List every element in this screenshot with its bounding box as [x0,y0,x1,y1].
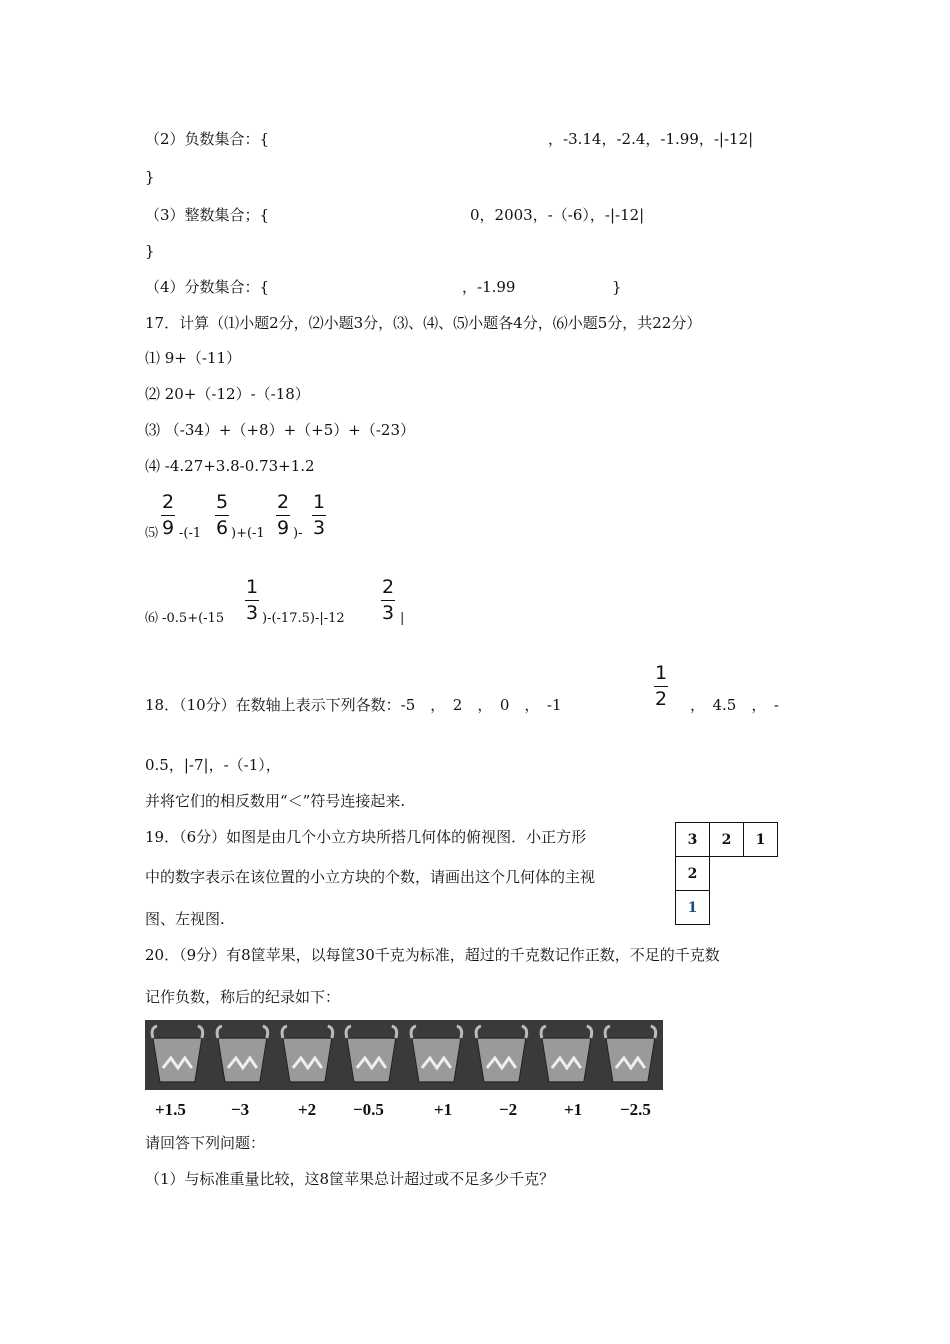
q17-part1: ⑴ 9+（-11） [145,349,242,367]
q17-p5-frac3-num: 2 [277,491,290,513]
q19-line1: 19．（6分）如图是由几个小立方块所搭几何体的俯视图．小正方形 [145,828,587,846]
q17-part3: ⑶ （-34）+（+8）+（+5）+（-23） [145,421,416,439]
q18-line1b: ， 4.5 ， - [690,696,779,714]
q18-frac-num: 1 [655,662,668,684]
q18-line1a: 18．（10分）在数轴上表示下列各数：-5 ， 2 ， 0 ， -1 [145,696,562,714]
basket-weight: +2 [298,1100,317,1119]
q18-line3: 并将它们的相反数用“＜”符号连接起来. [145,792,406,810]
basket-icon [534,1020,599,1090]
q20-prompt: 请回答下列问题： [145,1134,266,1152]
q20-line2: 记作负数，称后的纪录如下： [145,988,341,1006]
fraction-set-values: ，-1.99 [462,278,516,296]
basket-icon [598,1020,663,1090]
q17-part6-prefix: ⑹ -0.5+(-15 [145,611,225,626]
negative-set-label: （2）负数集合：{ [145,130,270,148]
q17-p5-frac1-num: 2 [162,491,175,513]
q17-p5-op3: )- [293,526,303,541]
basket-icon [275,1020,340,1090]
grid-cell: 3 [676,823,710,857]
q17-p5-frac4-den: 3 [313,517,326,539]
basket-icon [210,1020,275,1090]
grid-cell: 1 [744,823,778,857]
q17-p6-frac1-den: 3 [246,602,259,624]
integer-set-values: 0，2003，-（-6），-|-12| [470,206,645,224]
q17-part2: ⑵ 20+（-12）-（-18） [145,385,310,403]
grid-cell: 2 [676,857,710,891]
q17-p5-frac3-den: 9 [277,517,290,539]
q19-line3: 图、左视图. [145,910,225,928]
basket-icon [339,1020,404,1090]
q17-p6-frac1-num: 1 [246,576,259,598]
q17-part5-prefix: ⑸ [145,526,159,541]
grid-empty [744,891,778,925]
q17-p5-op2: )+(-1 [231,526,265,541]
basket-weight: −2.5 [620,1100,651,1119]
q18-frac-den: 2 [655,688,668,710]
basket-weight: −0.5 [353,1100,384,1119]
grid-empty [744,857,778,891]
q20-line1: 20．（9分）有8筐苹果，以每筐30千克为标准，超过的千克数记作正数，不足的千克数 [145,946,720,964]
q17-p6-op1: )-(-17.5)-|-12 [262,611,345,626]
q17-part4: ⑷ -4.27+3.8-0.73+1.2 [145,457,315,475]
grid-empty [710,857,744,891]
top-view-grid [675,822,778,925]
fraction-bar [215,515,229,516]
q17-p6-close: | [400,611,405,626]
basket-weight: −3 [231,1100,250,1119]
negative-set-close: } [145,168,155,186]
basket-weight: −2 [499,1100,518,1119]
fraction-bar [381,600,395,601]
fraction-bar [276,515,290,516]
q17-p6-frac2-den: 3 [382,602,395,624]
basket-weight: +1.5 [155,1100,186,1119]
fraction-bar [654,686,668,687]
grid-cell: 1 [676,891,710,925]
q17-title: 17．计算（⑴小题2分，⑵小题3分，⑶、⑷、⑸小题各4分，⑹小题5分，共22分） [145,314,702,332]
basket-photo-strip [145,1020,663,1090]
q17-p6-frac2-num: 2 [382,576,395,598]
grid-empty [710,891,744,925]
q17-p5-op1: -(-1 [179,526,202,541]
fraction-bar [312,515,326,516]
negative-set-values: ，-3.14，-2.4，-1.99，-|-12| [548,130,754,148]
q20-sub1: （1）与标准重量比较，这8筐苹果总计超过或不足多少千克？ [145,1170,555,1188]
grid-cell: 2 [710,823,744,857]
basket-icon [404,1020,469,1090]
basket-weight: +1 [564,1100,583,1119]
q17-p5-frac1-den: 9 [162,517,175,539]
q19-line2: 中的数字表示在该位置的小立方块的个数，请画出这个几何体的主视 [145,868,596,886]
q17-p5-frac4-num: 1 [313,491,326,513]
integer-set-close: } [145,242,155,260]
q17-p5-frac2-den: 6 [216,517,229,539]
integer-set-label: （3）整数集合；{ [145,206,270,224]
basket-icon [469,1020,534,1090]
q18-line2: 0.5，|-7|，-（-1）， [145,756,281,774]
fraction-bar [161,515,175,516]
fraction-bar [245,600,259,601]
basket-weight: +1 [434,1100,453,1119]
basket-icon [145,1020,210,1090]
q17-p5-frac2-num: 5 [216,491,229,513]
fraction-set-label: （4）分数集合：{ [145,278,270,296]
fraction-set-close: } [612,278,622,296]
